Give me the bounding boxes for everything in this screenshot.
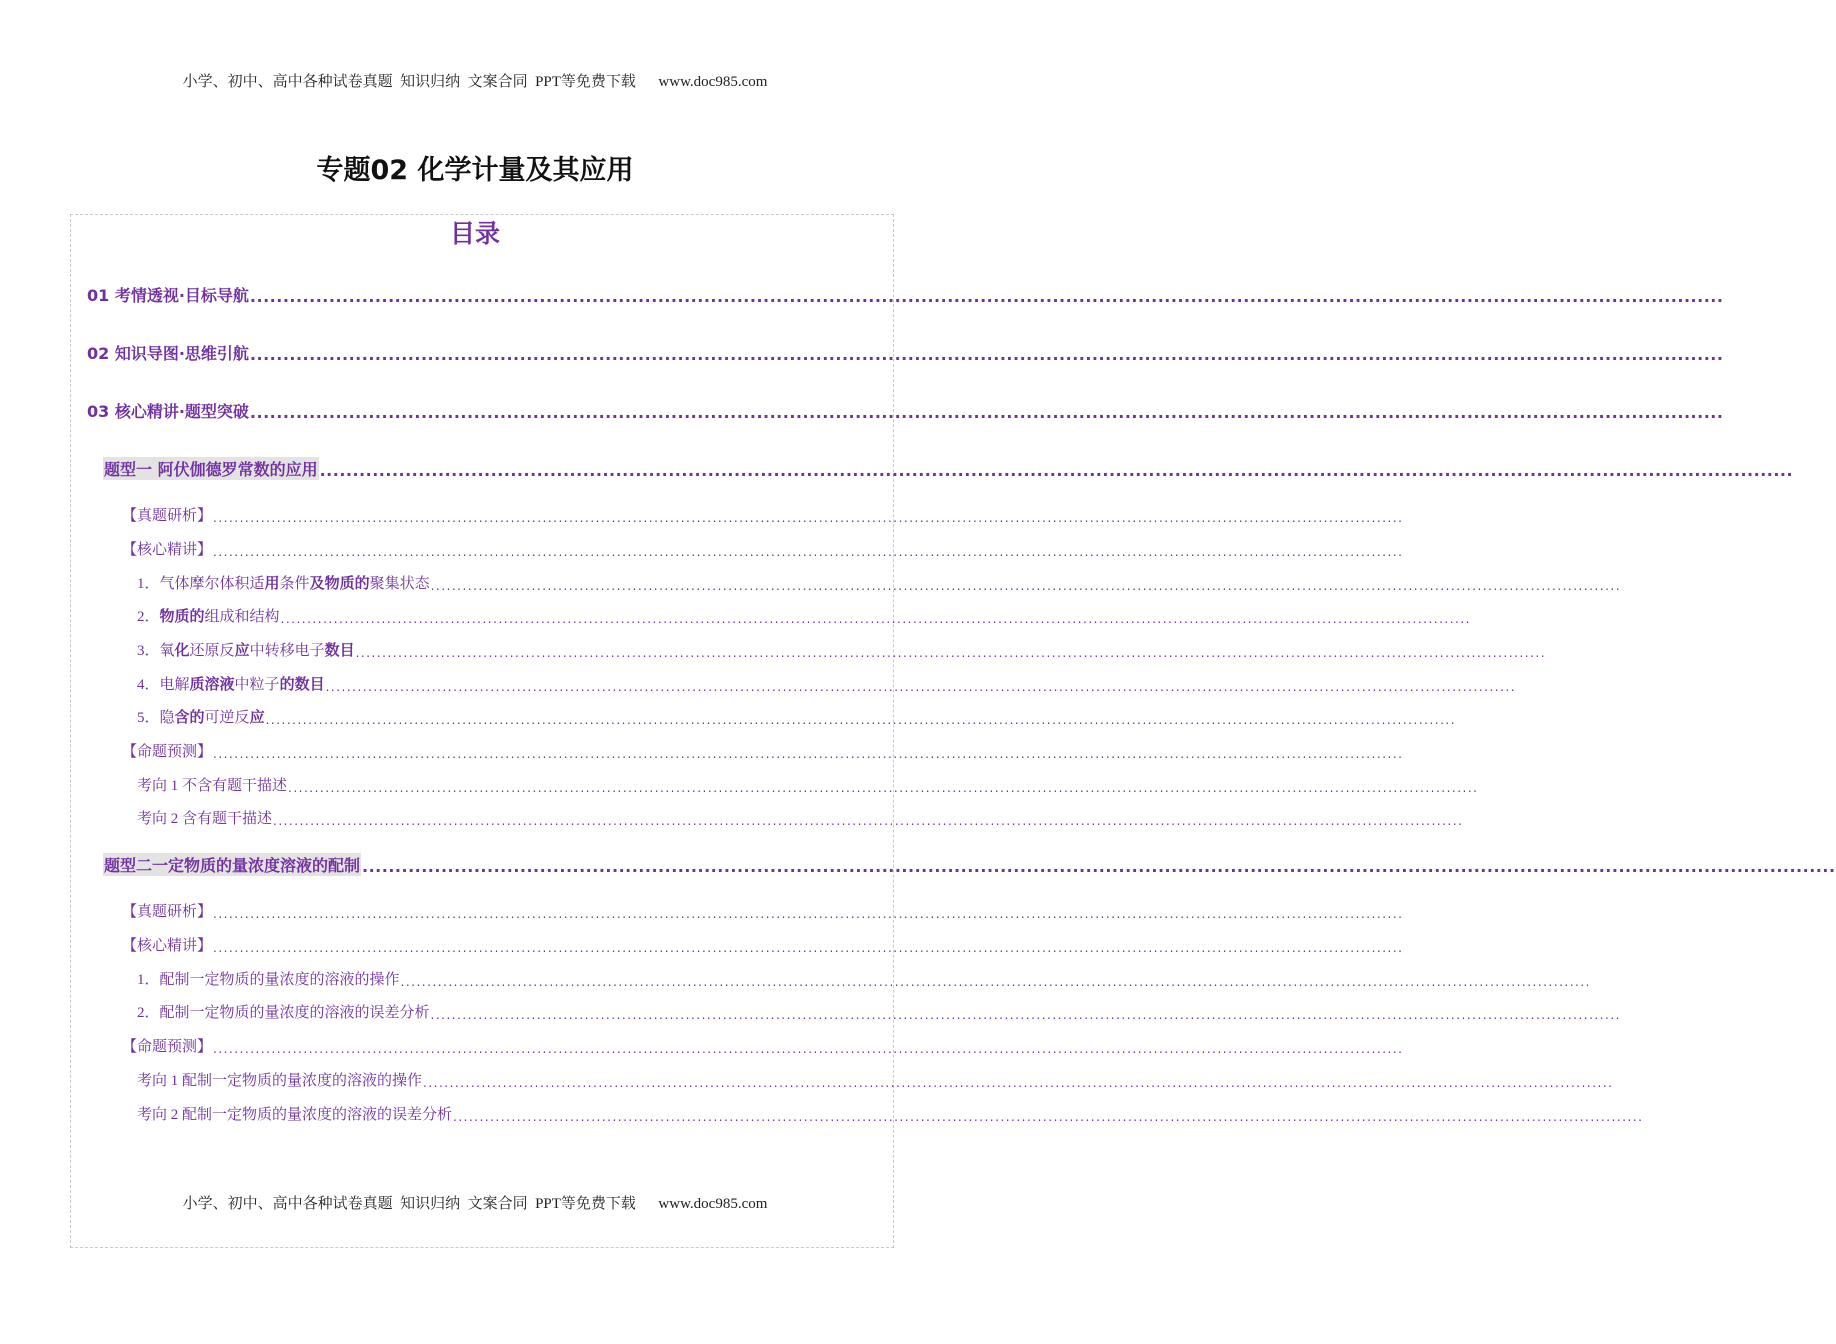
toc-entry-label (137, 807, 272, 828)
toc-leader: ................................................................................................................................................................................................................................ (288, 781, 1479, 795)
toc-entry-label: 【命题预测】 (122, 1037, 213, 1055)
toc-leader: ................................................................................................................................................................................................................................ (213, 747, 1404, 761)
toc-leader: ................................................................................................................................................................................................................................ (273, 814, 1464, 828)
point-text: 配制一定物质的量浓度的溶液的误差分析 (159, 1003, 430, 1021)
toc-entry-label: 【命题预测】 (122, 742, 213, 760)
point-text: 应 (234, 641, 250, 659)
toc-entry-label (137, 639, 355, 660)
toc-leader: ................................................................................................................................................................................................................................ (213, 907, 1404, 921)
point-text: 及物质的 (309, 574, 370, 592)
toc-leader: ................................................................................................................................................................................................................................ (355, 646, 1547, 660)
toc-type2-direction-1[interactable] (137, 1069, 1614, 1090)
toc-entry-label: 题型二一定物质的量浓度溶液的配制 (103, 853, 361, 876)
point-text: 中粒子 (234, 675, 280, 693)
toc-entry-label: 【核心精讲】 (122, 540, 213, 558)
toc-type2-point-1[interactable] (137, 968, 1591, 989)
toc-leader: ................................................................................................................................................................................................................................ (453, 1110, 1644, 1124)
toc-frame (70, 214, 894, 1248)
point-text: 聚集状态 (369, 574, 430, 592)
toc-leader: ................................................................................................................................................................................................................................ (249, 345, 1724, 364)
toc-type1-direction-1[interactable] (137, 774, 1479, 795)
toc-leader: ................................................................................................................................................................................................................................ (265, 713, 1457, 727)
toc-section-02[interactable] (87, 341, 1724, 364)
point-number: 1． (137, 576, 160, 592)
toc-heading: 目录 (449, 219, 500, 248)
toc-leader: ................................................................................................................................................................................................................................ (249, 287, 1724, 306)
toc-leader: ................................................................................................................................................................................................................................ (213, 545, 1404, 559)
document-title: 专题02 化学计量及其应用 (316, 155, 634, 186)
point-number: 4． (137, 677, 160, 693)
point-text: 气体摩尔体积适 (159, 574, 265, 592)
toc-entry-label (137, 774, 287, 795)
toc-type2-yuce[interactable] (122, 1035, 1404, 1056)
point-text: 质溶液 (189, 675, 235, 693)
toc-type1-point-1[interactable] (137, 572, 1622, 593)
page-header: 小学、初中、高中各种试卷真题 知识归纳 文案合同 PPT等免费下载 www.doc985.com (182, 74, 768, 90)
toc-entry-label (137, 1001, 430, 1022)
toc-type1-point-4[interactable] (137, 673, 1517, 694)
direction-text: 配制一定物质的量浓度的溶液的操作 (182, 1071, 423, 1089)
toc-leader: ................................................................................................................................................................................................................................ (423, 1076, 1614, 1090)
page-footer: 小学、初中、高中各种试卷真题 知识归纳 文案合同 PPT等免费下载 www.doc985.com (182, 1196, 768, 1212)
toc-type2-direction-2[interactable] (137, 1103, 1644, 1124)
direction-text: 配制一定物质的量浓度的溶液的误差分析 (182, 1105, 453, 1123)
toc-leader: ................................................................................................................................................................................................................................ (430, 1008, 1621, 1022)
toc-type1-point-3[interactable] (137, 639, 1547, 660)
point-text: 中转移电子 (249, 641, 325, 659)
toc-entry-label (137, 706, 265, 727)
point-text: 的数目 (279, 675, 325, 693)
toc-type1-yuce[interactable] (122, 740, 1404, 761)
toc-leader: ................................................................................................................................................................................................................................ (319, 461, 1794, 480)
toc-entry-label: 03 核心精讲·题型突破 (87, 402, 249, 421)
point-number: 5． (137, 710, 160, 726)
toc-entry-label: 01 考情透视·目标导航 (87, 286, 249, 305)
direction-prefix: 考向 1 (137, 1073, 183, 1089)
toc-leader: ................................................................................................................................................................................................................................ (362, 857, 1836, 876)
point-text: 应 (249, 708, 265, 726)
direction-prefix: 考向 2 (137, 811, 183, 827)
point-text: 氧 (159, 641, 175, 659)
point-number: 2． (137, 1005, 160, 1021)
toc-entry-label: 【核心精讲】 (122, 936, 213, 954)
toc-leader: ................................................................................................................................................................................................................................ (280, 612, 1471, 626)
toc-leader: ................................................................................................................................................................................................................................ (213, 511, 1404, 525)
point-text: 电解 (159, 675, 190, 693)
point-text: 可逆反 (204, 708, 250, 726)
direction-prefix: 考向 2 (137, 1107, 183, 1123)
direction-prefix: 考向 1 (137, 778, 183, 794)
toc-leader: ................................................................................................................................................................................................................................ (213, 941, 1404, 955)
point-text: 数目 (324, 641, 355, 659)
toc-entry-label (137, 968, 400, 989)
point-text: 组成和结构 (204, 607, 280, 625)
direction-text: 含有题干描述 (182, 809, 273, 827)
point-text: 配制一定物质的量浓度的溶液的操作 (159, 970, 400, 988)
toc-entry-label (137, 673, 325, 694)
toc-leader: ................................................................................................................................................................................................................................ (400, 975, 1591, 989)
toc-type-2[interactable] (103, 853, 1836, 876)
toc-entry-label (137, 1103, 452, 1124)
direction-text: 不含有题干描述 (182, 776, 288, 794)
toc-entry-label: 【真题研析】 (122, 506, 213, 524)
toc-entry-label: 题型一 阿伏伽德罗常数的应用 (103, 457, 319, 480)
toc-type1-hexin[interactable] (122, 538, 1404, 559)
toc-leader: ................................................................................................................................................................................................................................ (430, 579, 1622, 593)
toc-type1-direction-2[interactable] (137, 807, 1464, 828)
toc-type1-zhenti[interactable] (122, 504, 1404, 525)
point-number: 2． (137, 609, 160, 625)
point-text: 化 (174, 641, 190, 659)
toc-leader: ................................................................................................................................................................................................................................ (249, 403, 1724, 422)
toc-entry-label (137, 572, 430, 593)
toc-type2-point-2[interactable] (137, 1001, 1621, 1022)
point-text: 含的 (174, 708, 205, 726)
toc-section-01[interactable] (87, 283, 1724, 306)
point-text: 还原反 (189, 641, 235, 659)
toc-type2-zhenti[interactable] (122, 900, 1404, 921)
toc-type1-point-2[interactable] (137, 605, 1471, 626)
point-number: 1． (137, 972, 160, 988)
toc-leader: ................................................................................................................................................................................................................................ (213, 1042, 1404, 1056)
toc-entry-label: 02 知识导图·思维引航 (87, 344, 249, 363)
toc-entry-label (137, 605, 280, 626)
toc-type-1[interactable] (103, 457, 1794, 480)
point-text: 隐 (159, 708, 175, 726)
point-text: 用 (264, 574, 280, 592)
toc-entry-label (137, 1069, 422, 1090)
toc-entry-label: 【真题研析】 (122, 902, 213, 920)
point-text: 条件 (279, 574, 310, 592)
toc-leader: ................................................................................................................................................................................................................................ (325, 680, 1517, 694)
toc-type1-point-5[interactable] (137, 706, 1457, 727)
toc-section-03[interactable] (87, 399, 1724, 422)
point-text: 物质的 (159, 607, 205, 625)
toc-type2-hexin[interactable] (122, 934, 1404, 955)
point-number: 3． (137, 643, 160, 659)
